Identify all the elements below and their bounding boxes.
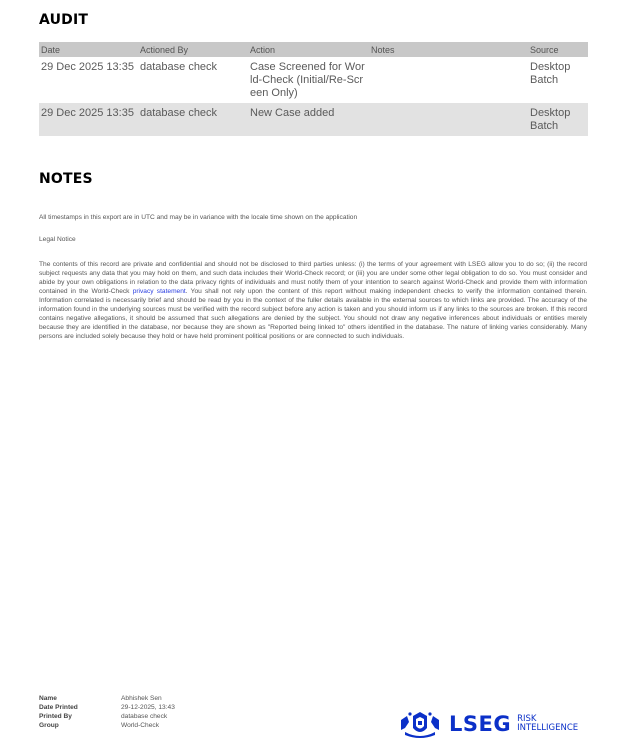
column-header-notes: Notes (369, 42, 528, 57)
notes-title: NOTES (39, 171, 93, 187)
cell-action: Case Screened for World-Check (Initial/Re-Screen Only) (250, 61, 365, 99)
risk-intelligence-label (517, 715, 578, 733)
print-footer (39, 694, 175, 730)
cell-actioned-by: database check (138, 103, 248, 136)
privacy-statement-link[interactable]: privacy statement (132, 288, 186, 295)
lseg-crest-icon (399, 710, 441, 738)
lseg-wordmark: LSEG (449, 712, 512, 736)
legal-notice-text (39, 260, 587, 341)
footer-group-value: World-Check (121, 722, 159, 729)
table-row (39, 103, 588, 136)
audit-title: AUDIT (39, 12, 89, 28)
brand-tagline-line-2: INTELLIGENCE (517, 723, 579, 733)
cell-notes (369, 57, 528, 103)
cell-actioned-by: database check (140, 61, 218, 73)
audit-header-row (39, 42, 588, 57)
table-row (39, 57, 588, 103)
lseg-logo (399, 710, 578, 738)
column-header-source: Source (528, 42, 588, 57)
cell-source: Desktop Batch (530, 61, 571, 86)
legal-notice-heading: Legal Notice (39, 236, 76, 243)
footer-name-value: Abhishek Sen (121, 695, 162, 702)
footer-date-value: 29-12-2025, 13:43 (121, 704, 175, 711)
cell-source: Desktop Batch (528, 103, 588, 136)
cell-action: New Case added (248, 103, 369, 136)
column-header-actioned-by: Actioned By (138, 42, 248, 57)
legal-text-part-1: The contents of this record are private and confidential and should not be disclosed to third parties unless: (i) the terms of your agreement with LSEG allow you to do so; (ii) the record subject requests any data that you may hold on them, and such data includes their World-Check record; or (iii) you are under some other legal obligation to do so. You must consider and abide by your own obligations in relation to the data privacy rights of individuals and must notify them of your intention to search against World-Check and provide them with information contained in the World-Check (39, 261, 587, 295)
cell-date: 29 Dec 2025 13:35 (41, 61, 134, 73)
brand-tagline-line-1: RISK (517, 714, 537, 724)
column-header-action: Action (248, 42, 369, 57)
column-header-date: Date (39, 42, 138, 57)
footer-printed-value: database check (121, 713, 168, 720)
legal-text-part-2: . You shall not rely upon the content of this report without making independent checks to verify the information contained therein. Information correlated is necessarily brief and should be read by you in the context of the fuller details available in the external sources to which links are provided. The accuracy of the information found in the underlying sources must be verified with the record subject before any action is taken and you should inform us if any links to the sources are broken. If this record contains negative allegations, it should be assumed that such allegations are denied by the subject. You should not draw any negative inferences about individuals or entities merely because they are identified in the database, nor because they are shown as "Reported being linked to" others identified in the database. The nature of linking varies considerably. Many persons are included solely because they hold or have held prominent political positions or are connected to such individuals. (39, 288, 587, 340)
timestamp-note: All timestamps in this export are in UTC and may be in variance with the locale time shown on the application (39, 214, 358, 221)
cell-date: 29 Dec 2025 13:35 (39, 103, 138, 136)
footer-name-label: Name (39, 695, 57, 702)
audit-table (39, 42, 588, 136)
cell-notes (369, 103, 528, 136)
footer-date-label: Date Printed (39, 704, 78, 711)
footer-group-label: Group (39, 722, 59, 729)
footer-printed-label: Printed By (39, 713, 72, 720)
